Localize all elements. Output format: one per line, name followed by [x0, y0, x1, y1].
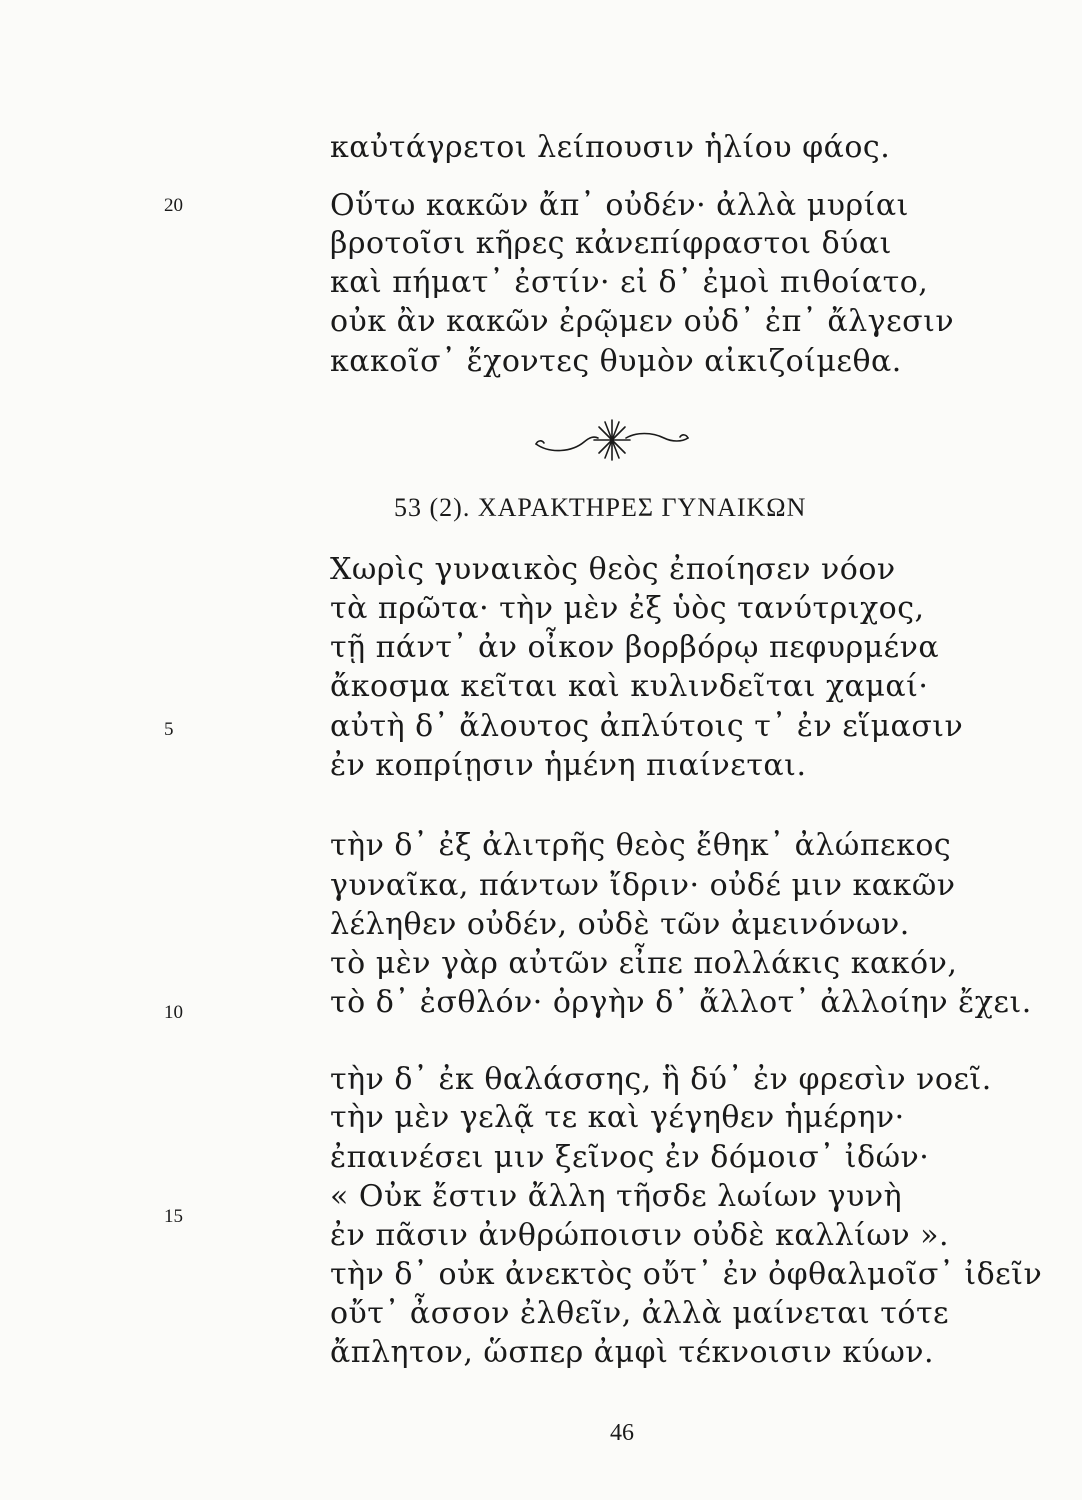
- line-number: 20: [164, 195, 183, 216]
- verse-line: λέληθεν οὐδέν, οὐδὲ τῶν ἀμεινόνων.: [330, 907, 910, 942]
- verse-line: Χωρὶς γυναικὸς θεὸς ἐποίησεν νόον: [330, 552, 896, 587]
- verse-line: τῇ πάντ᾽ ἀν οἶκον βορβόρῳ πεφυρμένα: [330, 630, 940, 665]
- verse-line: τὴν δ᾽ ἐκ θαλάσσης, ἣ δύ᾽ ἐν φρεσὶν νοεῖ.: [330, 1062, 992, 1097]
- line-number: 15: [164, 1206, 183, 1227]
- line-number: 10: [164, 1002, 183, 1023]
- verse-line: οὐκ ἂν κακῶν ἐρῷμεν οὐδ᾽ ἐπ᾽ ἄλγεσιν: [330, 304, 955, 339]
- verse-line: τὴν δ᾽ ἐξ ἀλιτρῆς θεὸς ἔθηκ᾽ ἀλώπεκος: [330, 828, 952, 863]
- poem-heading: 53 (2). ΧΑΡΑΚΤΗΡΕΣ ΓΥΝΑΙΚΩΝ: [394, 493, 807, 522]
- verse-line: τὸ δ᾽ ἐσθλόν· ὀργὴν δ᾽ ἄλλοτ᾽ ἀλλοίην ἔχει.: [330, 985, 1032, 1020]
- verse-line: « Οὐκ ἔστιν ἄλλη τῆσδε λωίων γυνὴ: [330, 1179, 903, 1214]
- line-number: 5: [164, 719, 174, 740]
- verse-line: οὔτ᾽ ἆσσον ἐλθεῖν, ἀλλὰ μαίνεται τότε: [330, 1296, 950, 1331]
- verse-line: τὸ μὲν γὰρ αὐτῶν εἶπε πολλάκις κακόν,: [330, 946, 958, 981]
- verse-line: ἐπαινέσει μιν ξεῖνος ἐν δόμοισ᾽ ἰδών·: [330, 1140, 930, 1175]
- verse-line: τὴν μὲν γελᾷ τε καὶ γέγηθεν ἡμέρην·: [330, 1100, 905, 1135]
- verse-line: κακοῖσ᾽ ἔχοντες θυμὸν αἰκιζοίμεθα.: [330, 344, 902, 379]
- verse-line: αὐτὴ δ᾽ ἄλουτος ἀπλύτοις τ᾽ ἐν εἵμασιν: [330, 709, 964, 744]
- verse-line: ἐν πᾶσιν ἀνθρώποισιν οὐδὲ καλλίων ».: [330, 1218, 949, 1253]
- verse-line: βροτοῖσι κῆρες κἀνεπίφραστοι δύαι: [330, 226, 892, 261]
- verse-line: τὴν δ᾽ οὐκ ἀνεκτὸς οὔτ᾽ ἐν ὀφθαλμοῖσ᾽ ἰδεῖν: [330, 1257, 1043, 1292]
- page-number: 46: [610, 1420, 634, 1446]
- verse-line: καὶ πήματ᾽ ἐστίν· εἰ δ᾽ ἐμοὶ πιθοίατο,: [330, 265, 929, 300]
- verse-line: ἄκοσμα κεῖται καὶ κυλινδεῖται χαμαί·: [330, 669, 929, 704]
- verse-line: Οὕτω κακῶν ἄπ᾽ οὐδέν· ἀλλὰ μυρίαι: [330, 188, 909, 223]
- verse-line: γυναῖκα, πάντων ἴδριν· οὐδέ μιν κακῶν: [330, 868, 956, 903]
- verse-line: καὐτάγρετοι λείπουσιν ἡλίου φάος.: [330, 130, 891, 165]
- verse-line: τὰ πρῶτα· τὴν μὲν ἐξ ὑὸς τανύτριχος,: [330, 591, 925, 626]
- verse-line: ἄπλητον, ὥσπερ ἀμφὶ τέκνοισιν κύων.: [330, 1335, 935, 1370]
- floral-divider-icon: [532, 410, 692, 474]
- verse-line: ἐν κοπρίῃσιν ἡμένη πιαίνεται.: [330, 748, 807, 783]
